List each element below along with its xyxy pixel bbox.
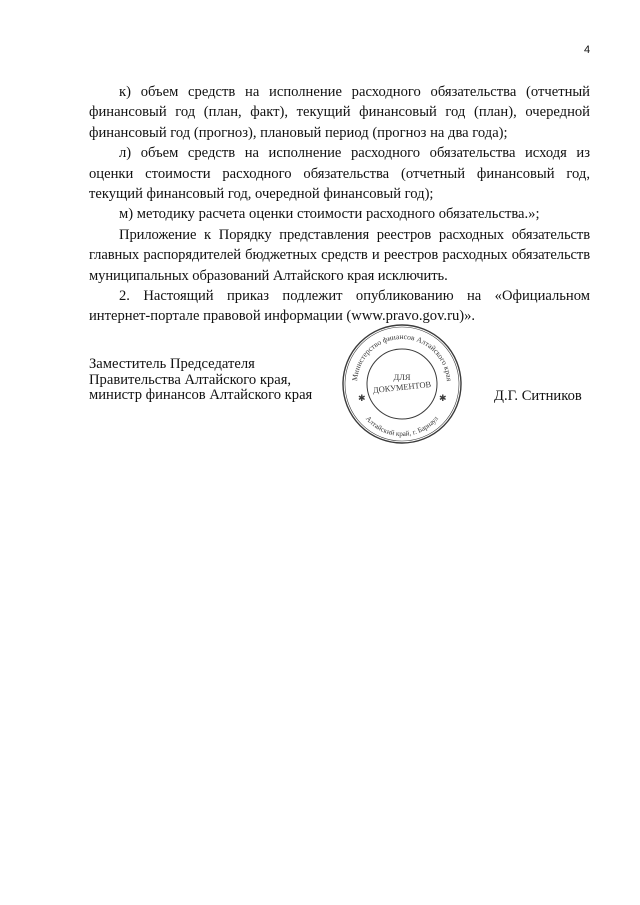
document-body [89, 82, 590, 327]
signatory-position [89, 357, 312, 404]
official-seal [341, 323, 463, 445]
seal-graphic [341, 323, 463, 445]
paragraph-publication: 2. Настоящий приказ подлежит опубликованию на «Официальном интернет-портале правовой информации (www.pravo.gov.ru)». [89, 288, 590, 325]
signatory-name: Д.Г. Ситников [494, 388, 582, 404]
seal-center-text: ДЛЯ [393, 373, 411, 382]
seal-center-text: ДОКУМЕНТОВ [372, 379, 432, 396]
seal-bottom-text: Алтайский край, г. Барнаул [364, 414, 440, 439]
paragraph-item-k: к) объем средств на исполнение расходного обязательства (отчетный финансовый год (план, факт), текущий финансовый год (план), очередной финансовый год (прогноз), плановый период (прогноз на два года); [89, 84, 590, 141]
paragraph-appendix-removal: Приложение к Порядку представления реестров расходных обязательств главных распорядителей бюджетных средств и реестров расходных обязательств муниципальных образований Алтайского края исключить. [89, 226, 590, 284]
seal-ring-text: Министерство финансов Алтайского края [350, 331, 454, 382]
seal-star-left-icon: ✱ [358, 393, 366, 403]
signatory-position-line: Заместитель Председателя [89, 356, 255, 372]
signatory-position-line: Правительства Алтайского края, [89, 371, 292, 388]
page-number: 4 [584, 44, 591, 56]
paragraph-item-m: м) методику расчета оценки стоимости расходного обязательства.»; [119, 206, 540, 223]
paragraph-item-l: л) объем средств на исполнение расходного обязательства исходя из оценки стоимости расходного обязательства (отчетный финансовый год, текущий финансовый год, очередной финансовый год); [89, 145, 590, 203]
signatory-position-line: министр финансов Алтайского края [89, 387, 313, 403]
seal-star-right-icon: ✱ [439, 393, 447, 403]
